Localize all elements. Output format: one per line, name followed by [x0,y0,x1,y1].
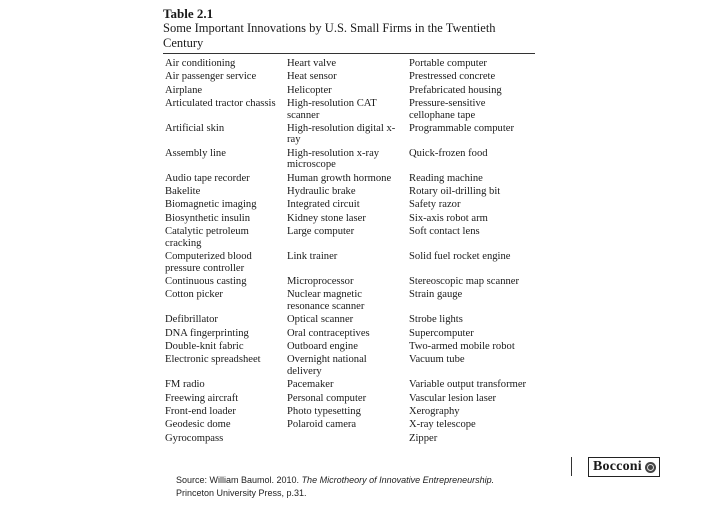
table-cell: Optical scanner [287,314,354,326]
table-cell: Helicopter [287,84,332,96]
innovations-table [163,6,535,444]
table-title: Table 2.1 [163,6,214,21]
table-cell: Solid fuel rocket engine [409,251,511,263]
table-cell: Overnight national delivery [287,354,367,377]
table-grid [163,58,535,444]
table-cell: Strain gauge [409,289,463,301]
table-cell: Double-knit fabric [165,340,244,352]
table-cell: FM radio [165,379,205,391]
source-line-1 [176,474,494,487]
table-cell: Air passenger service [165,71,257,83]
table-cell: Safety razor [409,199,461,211]
table-cell: Link trainer [287,251,338,263]
table-cell: Portable computer [409,58,487,69]
table-cell: Two-armed mobile robot [409,340,515,352]
table-cell: DNA fingerprinting [165,327,249,339]
table-cell: High-resolution CAT scanner [287,98,377,121]
table-cell: Oral contraceptives [287,327,370,339]
table-cell: Hydraulic brake [287,186,356,198]
table-cell: Nuclear magnetic resonance scanner [287,289,365,312]
source-book-title: The Microtheory of Innovative Entrepreneurship. [301,475,495,485]
table-cell: Programmable computer [409,123,515,135]
table-cell: Quick-frozen food [409,147,488,159]
table-subtitle: Some Important Innovations by U.S. Small Firms in the Twentieth Century [163,21,496,50]
table-cell: Microprocessor [287,275,354,287]
table-cell: Rotary oil-drilling bit [409,186,501,198]
table-cell: Front-end loader [165,405,236,417]
table-cell: Biomagnetic imaging [165,199,257,211]
table-cell: Variable output transformer [409,379,527,391]
table-cell: Articulated tractor chassis [165,98,276,110]
table-cell: Zipper [409,432,438,444]
table-cell: Vacuum tube [409,354,465,366]
table-cell: Stereoscopic map scanner [409,275,520,287]
source-citation [176,474,494,500]
table-cell: Airplane [165,84,203,96]
table-cell: Photo typesetting [287,405,361,417]
table-cell: Bakelite [165,186,201,198]
table-cell: Gyrocompass [165,432,224,444]
table-cell: Catalytic petroleum cracking [165,226,249,249]
table-cell: Freewing aircraft [165,392,239,404]
table-cell: High-resolution x-ray microscope [287,147,380,171]
table-cell: Biosynthetic insulin [165,212,251,224]
table-cell: Xerography [409,405,460,417]
table-cell [285,433,407,444]
table-cell: Polaroid camera [287,419,357,431]
table-cell: Human growth hormone [287,172,392,184]
table-cell: High-resolution digital x-ray [287,123,396,146]
table-cell: Vascular lesion laser [409,392,497,404]
table-cell: Cotton picker [165,289,223,301]
table-cell: Kidney stone laser [287,212,366,224]
table-cell: Strobe lights [409,314,463,326]
bocconi-logo [588,457,660,477]
table-cell: Prefabricated housing [409,84,502,96]
table-cell: Pacemaker [287,379,334,391]
table-cell: Artificial skin [165,123,225,135]
divider [571,457,572,476]
table-cell: Computerized blood pressure controller [165,251,252,274]
table-cell: Heat sensor [287,71,337,83]
table-rule [163,53,535,54]
table-cell: Audio tape recorder [165,172,250,184]
table-cell: Integrated circuit [287,199,360,211]
table-cell: Electronic spreadsheet [165,354,261,366]
table-cell: Heart valve [287,58,337,69]
table-cell: Continuous casting [165,275,247,287]
seal-icon [645,462,656,473]
table-cell: Prestressed concrete [409,71,496,83]
table-cell: Large computer [287,226,355,238]
table-cell: Soft contact lens [409,226,480,238]
table-cell: Supercomputer [409,327,474,339]
table-cell: Air conditioning [165,58,236,69]
table-cell: Personal computer [287,392,367,404]
table-cell: Six-axis robot arm [409,212,488,224]
source-line-2: Princeton University Press, p.31. [176,488,307,498]
table-cell: Outboard engine [287,340,358,352]
table-cell: Defibrillator [165,314,218,326]
table-cell: Assembly line [165,147,226,159]
source-prefix: Source: William Baumol. 2010. [176,475,302,485]
table-cell: X-ray telescope [409,419,476,431]
table-cell: Pressure-sensitive cellophane tape [409,98,486,121]
table-cell: Reading machine [409,172,483,184]
logo-text: Bocconi [593,459,642,474]
table-cell: Geodesic dome [165,419,231,431]
